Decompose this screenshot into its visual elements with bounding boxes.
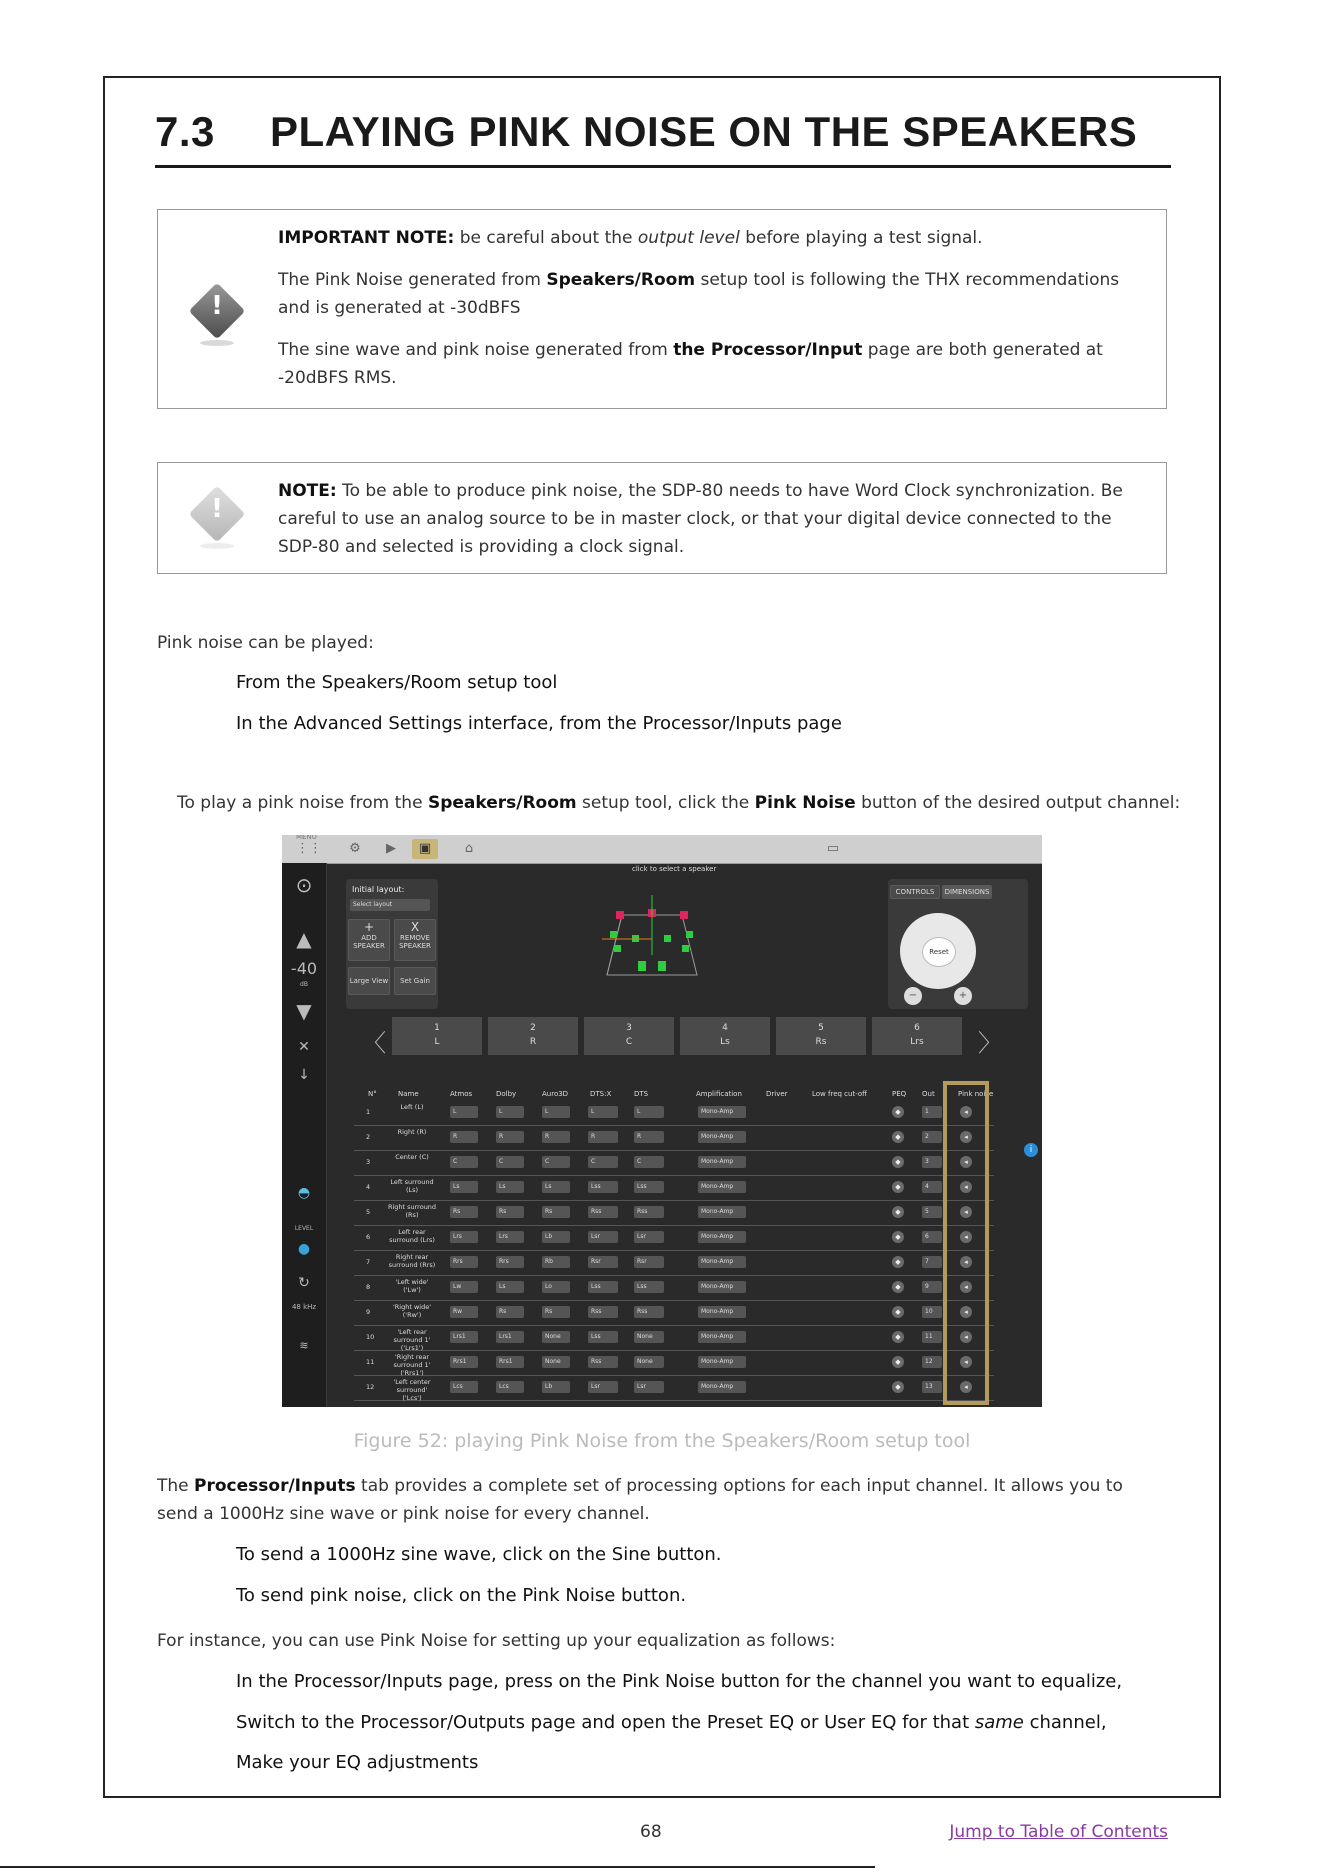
room-3d-view[interactable] bbox=[602, 895, 702, 995]
speaker-name: Left surround (Ls) bbox=[390, 1178, 434, 1194]
column-header: Pink noise bbox=[958, 1090, 994, 1098]
speaker-name: Left rear surround (Lrs) bbox=[389, 1228, 435, 1244]
next-channel-icon[interactable]: 〉 bbox=[978, 1029, 1002, 1057]
out-select[interactable]: 5 bbox=[922, 1206, 942, 1218]
amplification-select[interactable]: Mono-Amp bbox=[698, 1106, 746, 1118]
pink-noise-button[interactable]: ◂ bbox=[960, 1206, 972, 1218]
dts-select[interactable]: None bbox=[634, 1331, 664, 1343]
column-header: Amplification bbox=[696, 1090, 742, 1098]
atmos-select[interactable]: C bbox=[450, 1156, 478, 1168]
important-note-box bbox=[157, 209, 1167, 409]
column-header: Out bbox=[922, 1090, 935, 1098]
speakers-room-icon[interactable]: ▣ bbox=[412, 839, 438, 859]
auro-select[interactable]: C bbox=[542, 1156, 570, 1168]
note-icon: ! bbox=[186, 483, 248, 545]
auro-select[interactable]: Rs bbox=[542, 1206, 570, 1218]
peq-button[interactable]: ◆ bbox=[892, 1256, 904, 1268]
controls-panel bbox=[888, 879, 1028, 1009]
row-number: 11 bbox=[366, 1358, 375, 1366]
atmos-select[interactable]: L bbox=[450, 1106, 478, 1118]
out-select[interactable]: 9 bbox=[922, 1281, 942, 1293]
speakers-room-screenshot bbox=[282, 835, 1042, 1407]
dtsx-select[interactable]: Rss bbox=[588, 1206, 618, 1218]
dimensions-tab[interactable]: DIMENSIONS bbox=[942, 885, 992, 899]
out-select[interactable]: 4 bbox=[922, 1181, 942, 1193]
column-header: DTS bbox=[634, 1090, 649, 1098]
atmos-select[interactable]: Rw bbox=[450, 1306, 478, 1318]
chart-icon[interactable]: ⌂ bbox=[464, 841, 474, 856]
column-header: N° bbox=[368, 1090, 377, 1098]
dolby-select[interactable]: C bbox=[496, 1156, 524, 1168]
channel-tab-2[interactable]: 2 R bbox=[488, 1017, 578, 1055]
peq-button[interactable]: ◆ bbox=[892, 1306, 904, 1318]
controls-tab[interactable]: CONTROLS bbox=[890, 885, 940, 899]
dtsx-select[interactable]: Lsr bbox=[588, 1381, 618, 1393]
dolby-select[interactable]: Lrs1 bbox=[496, 1331, 524, 1343]
note-text: NOTE: To be able to produce pink noise, the SDP-80 needs to have Word Clock synchronization. Be careful to use an analog source to be in master clock, or that your digital device connected to the SDP-80 and selected is providing a clock signal. bbox=[278, 481, 1123, 557]
bottom-rule bbox=[0, 1866, 875, 1868]
menu-grid-icon[interactable]: ⋮⋮ bbox=[296, 841, 322, 856]
volume-up-icon[interactable]: ▲ bbox=[296, 927, 312, 951]
note-box bbox=[157, 462, 1167, 574]
amplification-select[interactable]: Mono-Amp bbox=[698, 1156, 746, 1168]
pink-noise-button[interactable]: ◂ bbox=[960, 1306, 972, 1318]
sidebar-play-icon[interactable]: ⊙ bbox=[295, 873, 313, 897]
speaker-row bbox=[354, 1350, 994, 1376]
speaker-name: Right (R) bbox=[397, 1128, 427, 1136]
layout-panel bbox=[346, 879, 438, 1009]
dts-select[interactable]: Rss bbox=[634, 1206, 664, 1218]
speaker-row bbox=[354, 1225, 994, 1251]
channel-tab-1[interactable]: 1 L bbox=[392, 1017, 482, 1055]
dolby-select[interactable]: Rrs1 bbox=[496, 1356, 524, 1368]
peq-button[interactable]: ◆ bbox=[892, 1106, 904, 1118]
amplification-select[interactable]: Mono-Amp bbox=[698, 1131, 746, 1143]
column-header: Dolby bbox=[496, 1090, 517, 1098]
dolby-select[interactable]: Ls bbox=[496, 1281, 524, 1293]
peq-button[interactable]: ◆ bbox=[892, 1181, 904, 1193]
wifi-icon: ≋ bbox=[299, 1339, 309, 1352]
peq-button[interactable]: ◆ bbox=[892, 1356, 904, 1368]
out-select[interactable]: 1 bbox=[922, 1106, 942, 1118]
auro-select[interactable]: Ls bbox=[542, 1181, 570, 1193]
play-instruction: To play a pink noise from the Speakers/Room setup tool, click the Pink Noise button of the desired output channel: bbox=[177, 793, 1181, 813]
speaker-name: Left (L) bbox=[400, 1103, 424, 1111]
speaker-row bbox=[354, 1375, 994, 1401]
atmos-select[interactable]: Lrs bbox=[450, 1231, 478, 1243]
warning-icon: ! bbox=[186, 280, 248, 342]
speaker-name: Right surround (Rs) bbox=[387, 1203, 437, 1219]
amplification-select[interactable]: Mono-Amp bbox=[698, 1181, 746, 1193]
volume-readout: -40 bbox=[290, 959, 318, 978]
peq-button[interactable]: ◆ bbox=[892, 1281, 904, 1293]
heading-rule bbox=[155, 165, 1171, 168]
dolby-select[interactable]: Rs bbox=[496, 1206, 524, 1218]
speaker-name: 'Left wide' ('Lw') bbox=[395, 1278, 429, 1294]
page-number: 68 bbox=[640, 1822, 662, 1842]
speaker-row bbox=[354, 1175, 994, 1201]
atmos-select[interactable]: Rrs bbox=[450, 1256, 478, 1268]
amplification-select[interactable]: Mono-Amp bbox=[698, 1206, 746, 1218]
dolby-select[interactable]: Lcs bbox=[496, 1381, 524, 1393]
amplification-select[interactable]: Mono-Amp bbox=[698, 1356, 746, 1368]
pink-noise-button[interactable]: ◂ bbox=[960, 1106, 972, 1118]
amplification-select[interactable]: Mono-Amp bbox=[698, 1256, 746, 1268]
refresh-icon[interactable]: ↻ bbox=[298, 1275, 310, 1291]
speaker-name: 'Left center surround' ('Lcs') bbox=[393, 1378, 431, 1402]
speaker-name: 'Left rear surround 1' ('Lrs1') bbox=[393, 1328, 431, 1352]
dts-select[interactable]: None bbox=[634, 1356, 664, 1368]
pink-noise-level-text: The Pink Noise generated from Speakers/Room setup tool is following the THX recommendations and is generated at -30dBFS bbox=[278, 270, 1120, 318]
method-2: In the Advanced Settings interface, from the Processor/Inputs page bbox=[236, 713, 842, 734]
intro-text: Pink noise can be played: bbox=[157, 633, 374, 653]
dtsx-select[interactable]: L bbox=[588, 1106, 618, 1118]
auro-select[interactable]: None bbox=[542, 1356, 570, 1368]
folder-icon[interactable]: ▭ bbox=[826, 841, 840, 856]
eq-step-2: Switch to the Processor/Outputs page and open the Preset EQ or User EQ for that same channel, bbox=[236, 1712, 1107, 1733]
row-number: 7 bbox=[366, 1258, 371, 1266]
prev-channel-icon[interactable]: 〈 bbox=[362, 1029, 386, 1057]
sine-level-text: The sine wave and pink noise generated from the Processor/Input page are both generated at -20dBFS RMS. bbox=[278, 340, 1103, 388]
atmos-select[interactable]: Rrs1 bbox=[450, 1356, 478, 1368]
instance-text: For instance, you can use Pink Noise for setting up your equalization as follows: bbox=[157, 1631, 836, 1651]
out-select[interactable]: 3 bbox=[922, 1156, 942, 1168]
row-number: 5 bbox=[366, 1208, 371, 1216]
channel-tab-5[interactable]: 5 Rs bbox=[776, 1017, 866, 1055]
dim-icon[interactable]: ↓ bbox=[298, 1067, 310, 1083]
row-number: 2 bbox=[366, 1133, 371, 1141]
auro-select[interactable]: Lb bbox=[542, 1231, 570, 1243]
speaker-name: 'Right wide' ('Rw') bbox=[392, 1303, 431, 1319]
auro-select[interactable]: Rs bbox=[542, 1306, 570, 1318]
amplification-select[interactable]: Mono-Amp bbox=[698, 1231, 746, 1243]
column-header: PEQ bbox=[892, 1090, 907, 1098]
pink-noise-highlight bbox=[943, 1081, 989, 1405]
speaker-name: Center (C) bbox=[395, 1153, 429, 1161]
pink-noise-bullet: To send pink noise, click on the Pink Noise button. bbox=[236, 1585, 687, 1606]
remove-speaker-button[interactable]: X REMOVE SPEAKER bbox=[394, 919, 436, 961]
pink-noise-button[interactable]: ◂ bbox=[960, 1231, 972, 1243]
eq-step-1: In the Processor/Inputs page, press on the Pink Noise button for the channel you want to equalize, bbox=[236, 1671, 1123, 1692]
atmos-select[interactable]: Lrs1 bbox=[450, 1331, 478, 1343]
atmos-select[interactable]: Lw bbox=[450, 1281, 478, 1293]
auro-select[interactable]: Lb bbox=[542, 1381, 570, 1393]
left-sidebar bbox=[282, 863, 327, 1407]
app-menubar bbox=[282, 835, 1042, 864]
atmos-select[interactable]: Rs bbox=[450, 1206, 478, 1218]
dts-select[interactable]: R bbox=[634, 1131, 664, 1143]
speaker-name: Right rear surround (Rrs) bbox=[388, 1253, 436, 1269]
channel-tab-4[interactable]: 4 Ls bbox=[680, 1017, 770, 1055]
eq-step-3: Make your EQ adjustments bbox=[236, 1752, 479, 1773]
toc-link[interactable]: Jump to Table of Contents bbox=[949, 1822, 1168, 1842]
speaker-row bbox=[354, 1125, 994, 1151]
dolby-select[interactable]: Lrs bbox=[496, 1231, 524, 1243]
info-icon[interactable]: i bbox=[1024, 1143, 1038, 1157]
column-header: Auro3D bbox=[542, 1090, 569, 1098]
dtsx-select[interactable]: Lss bbox=[588, 1281, 618, 1293]
processor-paragraph: The Processor/Inputs tab provides a complete set of processing options for each input channel. It allows you to send a 1000Hz sine wave or pink noise for every channel. bbox=[157, 1476, 1123, 1524]
auro-select[interactable]: Rb bbox=[542, 1256, 570, 1268]
column-header: Atmos bbox=[450, 1090, 473, 1098]
speaker-row bbox=[354, 1300, 994, 1326]
auro-select[interactable]: Lo bbox=[542, 1281, 570, 1293]
row-number: 3 bbox=[366, 1158, 371, 1166]
peq-button[interactable]: ◆ bbox=[892, 1156, 904, 1168]
dolby-select[interactable]: Rs bbox=[496, 1306, 524, 1318]
method-1: From the Speakers/Room setup tool bbox=[236, 672, 558, 693]
peq-button[interactable]: ◆ bbox=[892, 1331, 904, 1343]
peq-button[interactable]: ◆ bbox=[892, 1381, 904, 1393]
pink-noise-button[interactable]: ◂ bbox=[960, 1156, 972, 1168]
auro-select[interactable]: None bbox=[542, 1331, 570, 1343]
auro-select[interactable]: L bbox=[542, 1106, 570, 1118]
section-heading bbox=[155, 108, 1171, 156]
zoom-out-icon[interactable]: − bbox=[904, 987, 922, 1005]
volume-down-icon[interactable]: ▼ bbox=[296, 999, 312, 1023]
dtsx-select[interactable]: Rss bbox=[588, 1306, 618, 1318]
row-number: 6 bbox=[366, 1233, 371, 1241]
mute-icon[interactable]: ✕ bbox=[298, 1039, 310, 1055]
initial-layout-label: Initial layout: bbox=[352, 885, 405, 894]
column-header: Name bbox=[398, 1090, 419, 1098]
large-view-button[interactable]: Large View bbox=[348, 967, 390, 995]
out-select[interactable]: 2 bbox=[922, 1131, 942, 1143]
dts-select[interactable]: Lss bbox=[634, 1181, 664, 1193]
dts-select[interactable]: Rsr bbox=[634, 1256, 664, 1268]
speaker-name: 'Right rear surround 1' ('Rrs1') bbox=[393, 1353, 431, 1377]
set-gain-button[interactable]: Set Gain bbox=[394, 967, 436, 995]
atmos-select[interactable]: Ls bbox=[450, 1181, 478, 1193]
pink-noise-button[interactable]: ◂ bbox=[960, 1131, 972, 1143]
speaker-row bbox=[354, 1200, 994, 1226]
column-header: Low freq cut-off bbox=[812, 1090, 867, 1098]
dolby-select[interactable]: L bbox=[496, 1106, 524, 1118]
amplification-select[interactable]: Mono-Amp bbox=[698, 1331, 746, 1343]
row-number: 9 bbox=[366, 1308, 371, 1316]
dtsx-select[interactable]: R bbox=[588, 1131, 618, 1143]
sample-rate: 48 kHz bbox=[291, 1303, 317, 1311]
volume-unit: dB bbox=[300, 981, 308, 988]
dts-select[interactable]: Lsr bbox=[634, 1231, 664, 1243]
channel-tab-6[interactable]: 6 Lrs bbox=[872, 1017, 962, 1055]
peq-button[interactable]: ◆ bbox=[892, 1206, 904, 1218]
pink-noise-button[interactable]: ◂ bbox=[960, 1356, 972, 1368]
level-label: LEVEL bbox=[294, 1225, 314, 1232]
play-icon[interactable]: ▶ bbox=[386, 841, 396, 856]
figure-caption: Figure 52: playing Pink Noise from the Speakers/Room setup tool bbox=[353, 1430, 971, 1452]
dolby-select[interactable]: Rrs bbox=[496, 1256, 524, 1268]
level-toggle[interactable]: ● bbox=[297, 1241, 311, 1257]
reset-button[interactable]: Reset bbox=[922, 937, 956, 967]
sine-bullet: To send a 1000Hz sine wave, click on the Sine button. bbox=[236, 1544, 722, 1565]
out-select[interactable]: 13 bbox=[922, 1381, 942, 1393]
column-header: DTS:X bbox=[590, 1090, 612, 1098]
row-number: 8 bbox=[366, 1283, 371, 1291]
out-select[interactable]: 10 bbox=[922, 1306, 942, 1318]
dtsx-select[interactable]: Lsr bbox=[588, 1231, 618, 1243]
amplification-select[interactable]: Mono-Amp bbox=[698, 1381, 746, 1393]
row-number: 10 bbox=[366, 1333, 375, 1341]
dolby-select[interactable]: R bbox=[496, 1131, 524, 1143]
pink-noise-button[interactable]: ◂ bbox=[960, 1281, 972, 1293]
section-number: 7.3 bbox=[155, 108, 215, 155]
settings-icon[interactable]: ⚙ bbox=[349, 841, 361, 856]
dolby-select[interactable]: Ls bbox=[496, 1181, 524, 1193]
amplification-select[interactable]: Mono-Amp bbox=[698, 1281, 746, 1293]
select-speaker-hint: click to select a speaker bbox=[632, 865, 717, 873]
channel-tab-3[interactable]: 3 C bbox=[584, 1017, 674, 1055]
auro-select[interactable]: R bbox=[542, 1131, 570, 1143]
speaker-row bbox=[354, 1150, 994, 1176]
row-number: 4 bbox=[366, 1183, 371, 1191]
speaker-row bbox=[354, 1325, 994, 1351]
row-number: 1 bbox=[366, 1108, 371, 1116]
amplification-select[interactable]: Mono-Amp bbox=[698, 1306, 746, 1318]
dts-select[interactable]: L bbox=[634, 1106, 664, 1118]
speaker-row bbox=[354, 1100, 994, 1126]
out-select[interactable]: 12 bbox=[922, 1356, 942, 1368]
out-select[interactable]: 6 bbox=[922, 1231, 942, 1243]
menu-label: MENU bbox=[296, 835, 317, 841]
monitor-icon[interactable]: ◓ bbox=[297, 1185, 311, 1201]
dtsx-select[interactable]: C bbox=[588, 1156, 618, 1168]
dts-select[interactable]: C bbox=[634, 1156, 664, 1168]
add-speaker-button[interactable]: + ADD SPEAKER bbox=[348, 919, 390, 961]
dts-select[interactable]: Rss bbox=[634, 1306, 664, 1318]
atmos-select[interactable]: R bbox=[450, 1131, 478, 1143]
dts-select[interactable]: Lsr bbox=[634, 1381, 664, 1393]
important-note-line: IMPORTANT NOTE: be careful about the output level before playing a test signal. bbox=[278, 228, 983, 248]
section-title: PLAYING PINK NOISE ON THE SPEAKERS bbox=[270, 108, 1138, 155]
dtsx-select[interactable]: Lss bbox=[588, 1181, 618, 1193]
peq-button[interactable]: ◆ bbox=[892, 1131, 904, 1143]
speaker-row bbox=[354, 1275, 994, 1301]
pink-noise-button[interactable]: ◂ bbox=[960, 1256, 972, 1268]
atmos-select[interactable]: Lcs bbox=[450, 1381, 478, 1393]
out-select[interactable]: 7 bbox=[922, 1256, 942, 1268]
layout-select[interactable]: Select layout bbox=[350, 899, 430, 911]
dtsx-select[interactable]: Lss bbox=[588, 1331, 618, 1343]
peq-button[interactable]: ◆ bbox=[892, 1231, 904, 1243]
dtsx-select[interactable]: Rsr bbox=[588, 1256, 618, 1268]
pink-noise-button[interactable]: ◂ bbox=[960, 1331, 972, 1343]
dtsx-select[interactable]: Rss bbox=[588, 1356, 618, 1368]
pink-noise-button[interactable]: ◂ bbox=[960, 1181, 972, 1193]
dts-select[interactable]: Lss bbox=[634, 1281, 664, 1293]
column-header: Driver bbox=[766, 1090, 788, 1098]
speaker-row bbox=[354, 1250, 994, 1276]
navigation-dial[interactable] bbox=[900, 913, 976, 989]
row-number: 12 bbox=[366, 1383, 375, 1391]
zoom-in-icon[interactable]: + bbox=[954, 987, 972, 1005]
out-select[interactable]: 11 bbox=[922, 1331, 942, 1343]
pink-noise-button[interactable]: ◂ bbox=[960, 1381, 972, 1393]
